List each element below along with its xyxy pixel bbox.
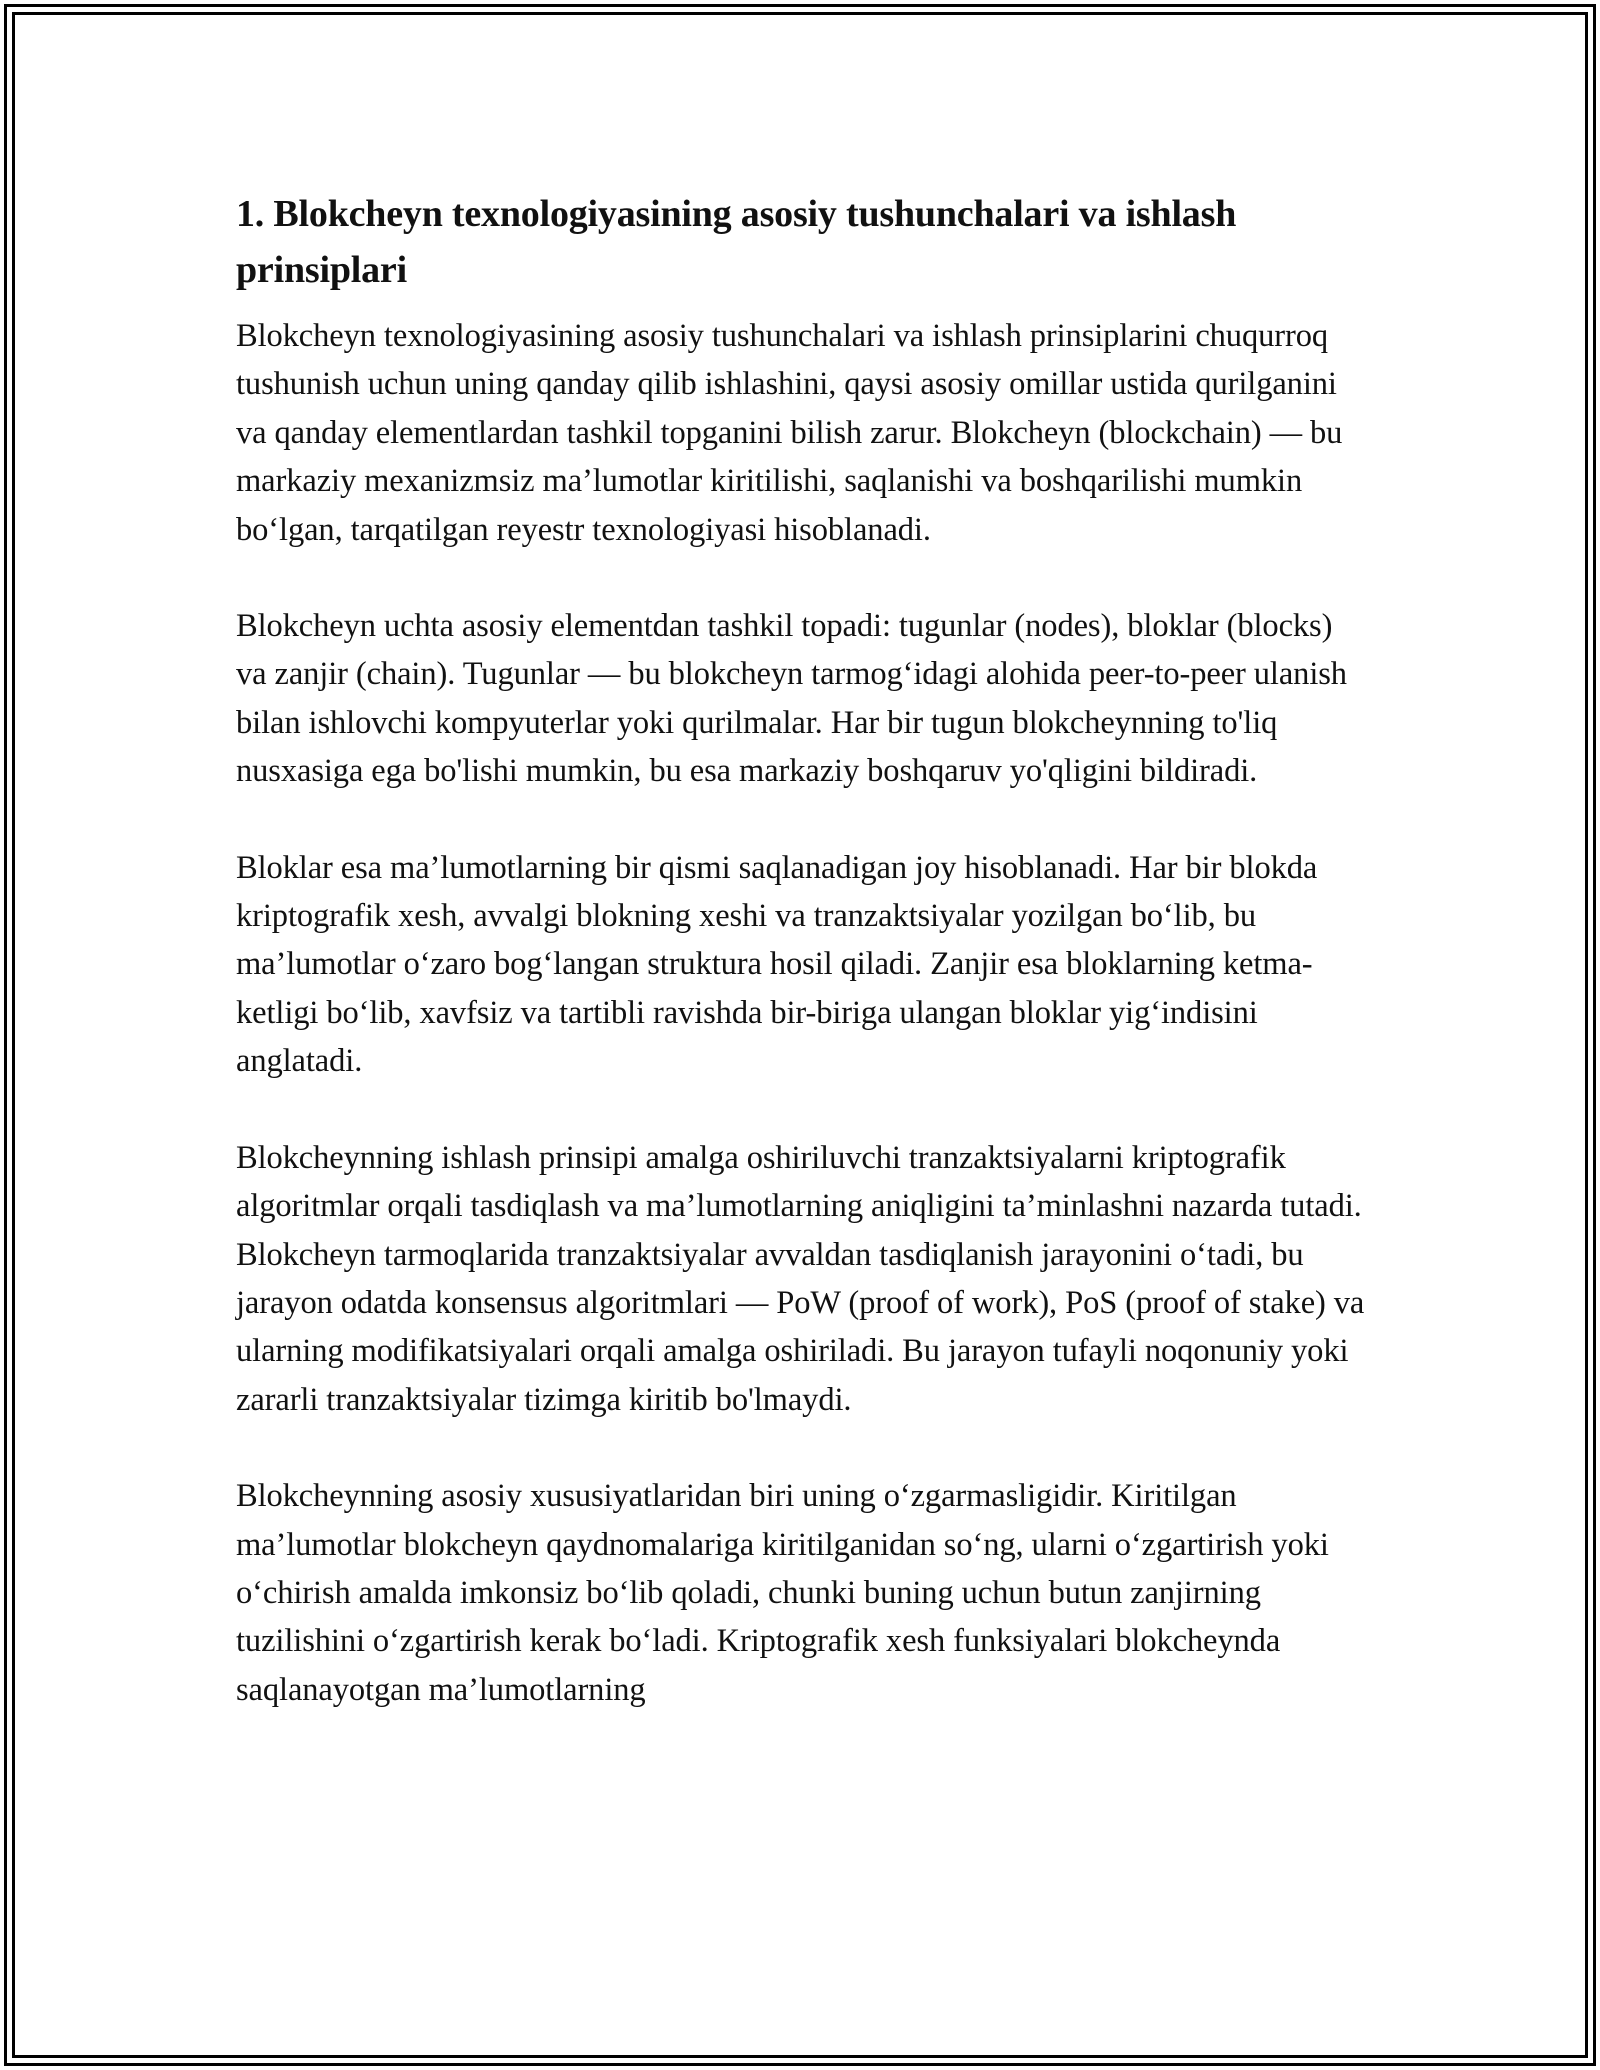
paragraph-blocks-and-chain: Bloklar esa ma’lumotlarning bir qismi saqlanadigan joy hisoblanadi. Har bir blokda kriptografik xesh, avvalgi blokning xeshi va tranzaktsiyalar yozilgan bo‘lib, bu ma’lumotlar o‘zaro bog‘langan struktura hosil qiladi. Zanjir esa bloklarning ketma-ketligi bo‘lib, xavfsiz va tartibli ravishda bir-biriga ulangan bloklar yig‘indisini anglatadi.: [236, 849, 1318, 1080]
section-heading: 1. Blokcheyn texnologiyasining asosiy tushunchalari va ishlash prinsiplari: [236, 193, 1237, 291]
document-body: [236, 186, 1366, 1714]
paragraph-working-principle: Blokcheynning ishlash prinsipi amalga oshiriluvchi tranzaktsiyalarni kriptografik algoritmlar orqali tasdiqlash va ma’lumotlarning aniqligini ta’minlashni nazarda tutadi. Blokcheyn tarmoqlarida tranzaktsiyalar avvaldan tasdiqlanish jarayonini o‘tadi, bu jarayon odatda konsensus algoritmlari — PoW (proof of work), PoS (proof of stake) va ularning modifikatsiyalari orqali amalga oshiriladi. Bu jarayon tufayli noqonuniy yoki zararli tranzaktsiyalar tizimga kiritib bo'lmaydi.: [236, 1139, 1365, 1418]
paragraph-blockchain-elements: Blokcheyn uchta asosiy elementdan tashkil topadi: tugunlar (nodes), bloklar (blocks) va zanjir (chain). Tugunlar — bu blokcheyn tarmog‘idagi alohida peer-to-peer ulanish bilan ishlovchi kompyuterlar yoki qurilmalar. Har bir tugun blokcheynning to'liq nusxasiga ega bo'lishi mumkin, bu esa markaziy boshqaruv yo'qligini bildiradi.: [236, 608, 1347, 790]
paragraph-immutability: Blokcheynning asosiy xususiyatlaridan biri uning o‘zgarmasligidir. Kiritilgan ma’lumotlar blokcheyn qaydnomalariga kiritilganidan so‘ng, ularni o‘zgartirish yoki o‘chirish amalda imkonsiz bo‘lib qoladi, chunki buning uchun butun zanjirning tuzilishini o‘zgartirish kerak bo‘ladi. Kriptografik xesh funksiyalari blokcheynda saqlanayotgan ma’lumotlarning: [236, 1478, 1329, 1708]
paragraph-blockchain-definition: Blokcheyn texnologiyasining asosiy tushunchalari va ishlash prinsiplarini chuqurroq tushunish uchun uning qanday qilib ishlashini, qaysi asosiy omillar ustida qurilganini va qanday elementlardan tashkil topganini bilish zarur. Blokcheyn (blockchain) — bu markaziy mexanizmsiz ma’lumotlar kiritilishi, saqlanishi va boshqarilishi mumkin bo‘lgan, tarqatilgan reyestr texnologiyasi hisoblanadi.: [236, 318, 1343, 548]
